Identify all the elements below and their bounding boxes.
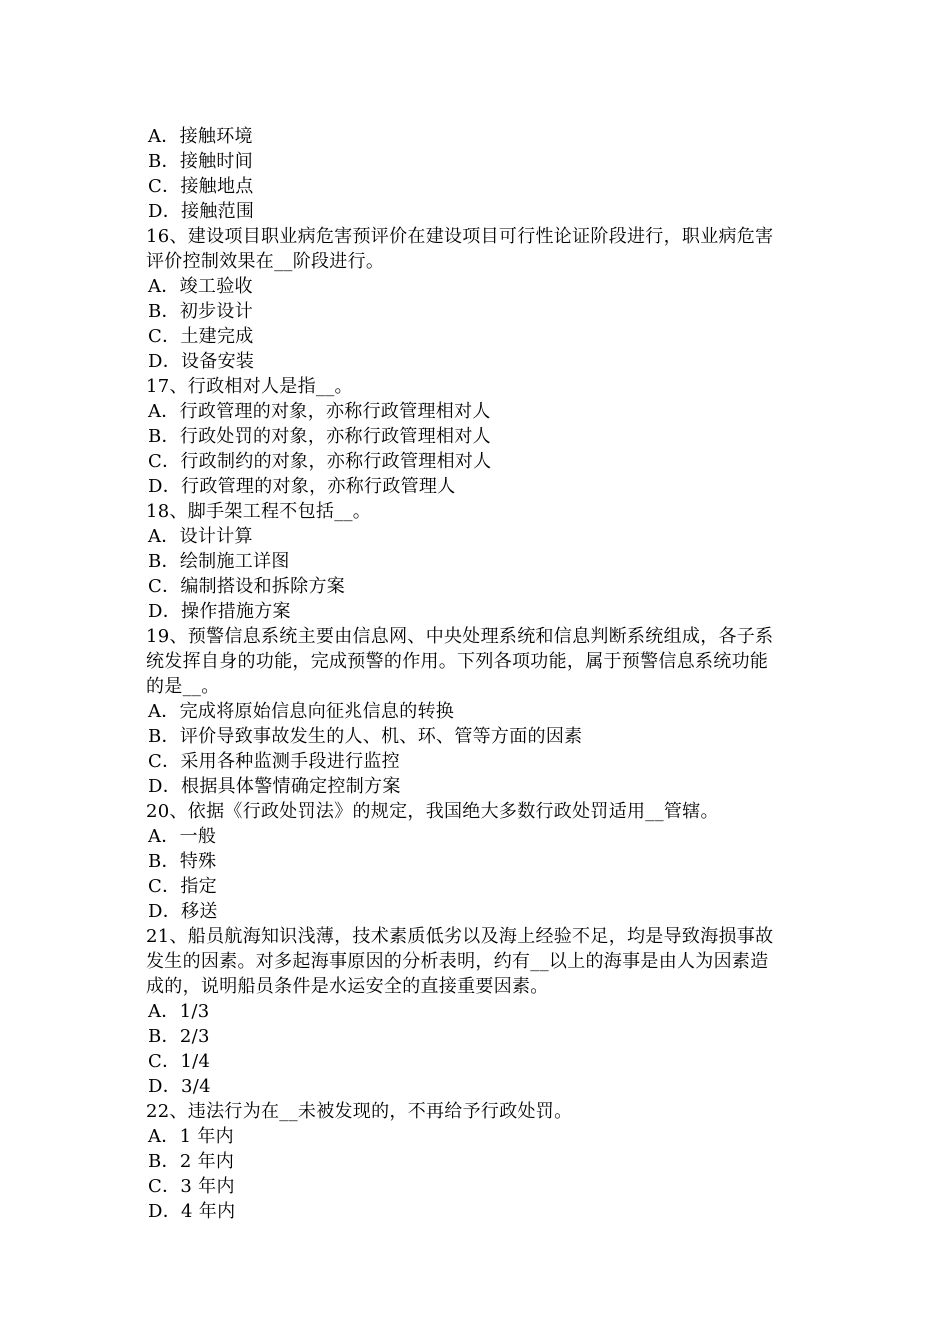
option-line: A．1/3 [148, 1001, 210, 1022]
option-line: B．行政处罚的对象，亦称行政管理相对人 [148, 426, 491, 447]
option-line: A．设计计算 [148, 526, 253, 547]
question-line: 20、依据《行政处罚法》的规定，我国绝大多数行政处罚适用__管辖。 [146, 801, 719, 822]
option-line: B．2 年内 [148, 1151, 235, 1172]
question-line: 17、行政相对人是指__。 [146, 376, 353, 397]
question-line: 16、建设项目职业病危害预评价在建设项目可行性论证阶段进行，职业病危害 [146, 226, 774, 247]
option-line: B．特殊 [148, 851, 217, 872]
question-line: 成的，说明船员条件是水运安全的直接重要因素。 [146, 976, 549, 997]
option-line: B．2/3 [148, 1026, 210, 1047]
option-line: C．3 年内 [148, 1176, 235, 1197]
option-line: A．一般 [148, 826, 217, 847]
option-line: D．4 年内 [148, 1201, 236, 1222]
question-line: 统发挥自身的功能，完成预警的作用。下列各项功能，属于预警信息系统功能 [146, 651, 769, 672]
question-line: 21、船员航海知识浅薄，技术素质低劣以及海上经验不足，均是导致海损事故 [146, 926, 774, 947]
option-line: B．接触时间 [148, 151, 254, 172]
question-line: 评价控制效果在__阶段进行。 [146, 251, 385, 272]
option-line: B．绘制施工详图 [148, 551, 290, 572]
question-line: 发生的因素。对多起海事原因的分析表明，约有__以上的海事是由人为因素造 [146, 951, 769, 972]
question-line: 22、违法行为在__未被发现的，不再给予行政处罚。 [146, 1101, 573, 1122]
option-line: D．设备安装 [148, 351, 255, 372]
option-line: A．接触环境 [148, 126, 253, 147]
option-line: D．行政管理的对象，亦称行政管理人 [148, 476, 456, 497]
option-line: C．指定 [148, 876, 217, 897]
option-line: A．竣工验收 [148, 276, 253, 297]
option-line: C．1/4 [148, 1051, 211, 1072]
option-line: C．编制搭设和拆除方案 [148, 576, 346, 597]
option-line: D．3/4 [148, 1076, 211, 1097]
option-line: B．初步设计 [148, 301, 254, 322]
document-body [146, 124, 816, 1224]
option-line: D．根据具体警情确定控制方案 [148, 776, 401, 797]
option-line: D．操作措施方案 [148, 601, 291, 622]
option-line: C．采用各种监测手段进行监控 [148, 751, 400, 772]
option-line: D．移送 [148, 901, 218, 922]
option-line: C．接触地点 [148, 176, 254, 197]
option-line: A．1 年内 [148, 1126, 234, 1147]
option-line: C．行政制约的对象，亦称行政管理相对人 [148, 451, 492, 472]
option-line: A．完成将原始信息向征兆信息的转换 [148, 701, 455, 722]
option-line: B．评价导致事故发生的人、机、环、管等方面的因素 [148, 726, 583, 747]
question-line: 18、脚手架工程不包括__。 [146, 501, 372, 522]
question-line: 19、预警信息系统主要由信息网、中央处理系统和信息判断系统组成，各子系 [146, 626, 774, 647]
option-line: A．行政管理的对象，亦称行政管理相对人 [148, 401, 491, 422]
option-line: D．接触范围 [148, 201, 255, 222]
question-line: 的是__。 [146, 676, 220, 697]
option-line: C．土建完成 [148, 326, 254, 347]
